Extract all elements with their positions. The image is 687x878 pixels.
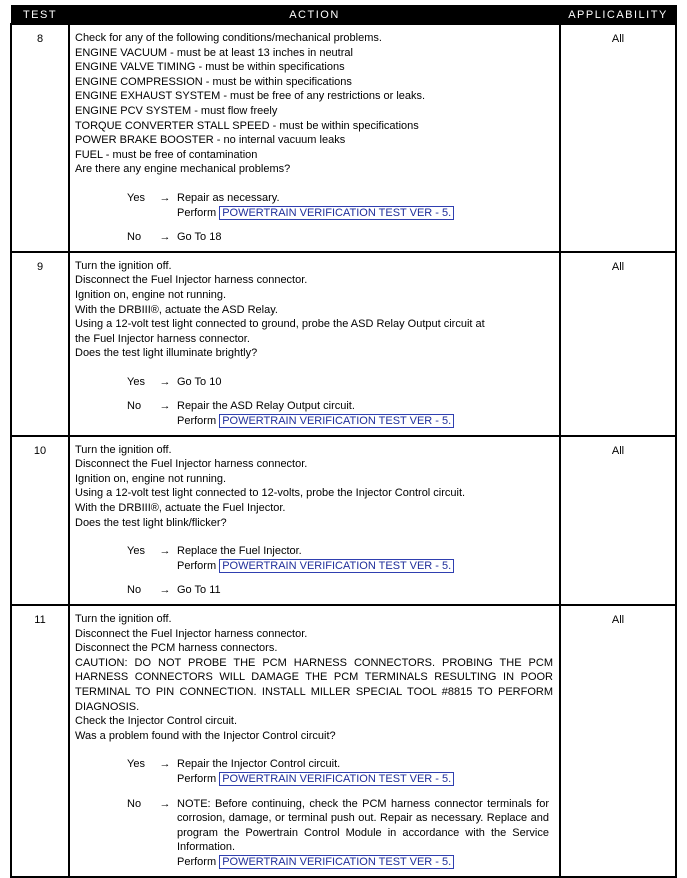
table-header-row <box>11 6 676 25</box>
response-yes <box>127 757 553 786</box>
instruction-line: Check the Injector Control circuit. <box>75 715 238 728</box>
instruction-line: POWER BRAKE BOOSTER - no internal vacuum leaks <box>75 134 346 147</box>
arrow-icon: → <box>159 231 171 244</box>
header-applicability: APPLICABILITY <box>560 6 676 25</box>
instruction-line: ENGINE PCV SYSTEM - must flow freely <box>75 104 278 117</box>
perform-label: Perform <box>177 855 217 868</box>
response-content <box>177 375 553 390</box>
response-no <box>127 230 553 245</box>
applicability-value: All <box>560 252 676 436</box>
response-key: No <box>127 400 142 413</box>
applicability-value: All <box>560 605 676 877</box>
instruction-line: Disconnect the Fuel Injector harness connector. <box>75 458 308 471</box>
instruction-line: Ignition on, engine not running. <box>75 472 227 485</box>
table-row <box>11 436 676 605</box>
response-text: Repair as necessary. <box>177 191 280 204</box>
instruction-line: Turn the ignition off. <box>75 613 172 625</box>
instruction-line: Ignition on, engine not running. <box>75 288 227 301</box>
action-cell <box>69 605 560 877</box>
instruction-line: With the DRBIII®, actuate the ASD Relay. <box>75 303 278 316</box>
perform-line <box>177 772 549 787</box>
spacer <box>75 787 553 797</box>
applicability-value: All <box>560 24 676 252</box>
instruction-line: Check for any of the following conditions/mechanical problems. <box>75 32 382 44</box>
arrow-icon: → <box>159 758 171 771</box>
response-key: Yes <box>127 191 145 204</box>
arrow-icon: → <box>159 375 171 388</box>
response-text: Replace the Fuel Injector. <box>177 545 302 558</box>
verification-test-link[interactable]: POWERTRAIN VERIFICATION TEST VER - 5. <box>219 559 454 573</box>
action-cell <box>69 436 560 605</box>
header-action: ACTION <box>69 6 560 25</box>
action-cell <box>69 252 560 436</box>
test-number: 9 <box>11 252 69 436</box>
header-test: TEST <box>11 6 69 25</box>
instruction-line: FUEL - must be free of contamination <box>75 148 258 161</box>
response-content <box>177 797 553 870</box>
perform-label: Perform <box>177 415 217 428</box>
instruction-line: Using a 12-volt test light connected to ground, probe the ASD Relay Output circuit at <box>75 318 485 331</box>
instruction-line: ENGINE EXHAUST SYSTEM - must be free of any restrictions or leaks. <box>75 90 426 103</box>
instruction-line: Disconnect the Fuel Injector harness connector. <box>75 627 308 640</box>
arrow-icon: → <box>159 400 171 413</box>
diagnostic-table <box>10 5 677 878</box>
perform-label: Perform <box>177 559 217 572</box>
response-content <box>177 757 553 786</box>
caution-text: CAUTION: DO NOT PROBE THE PCM HARNESS CONNECTORS. PROBING THE PCM HARNESS CONNECTORS WILL DAMAGE THE PCM TERMINALS RESULTING IN POOR TERMINAL TO PIN CONNECTION. INSTALL MILLER SPECIAL TOOL #8815 TO PERFORM DIAGNOSIS. <box>75 656 553 713</box>
response-no <box>127 399 553 428</box>
response-text: Go To 18 <box>177 231 222 244</box>
verification-test-link[interactable]: POWERTRAIN VERIFICATION TEST VER - 5. <box>219 206 454 220</box>
applicability-value: All <box>560 436 676 605</box>
spacer <box>75 220 553 230</box>
response-text: NOTE: Before continuing, check the PCM harness connector terminals for corrosion, damage, or terminal push out. Repair as necessary. Replace and program the Powertrain Control Module in accordance with the Service Information. <box>177 797 549 854</box>
spacer <box>75 361 553 375</box>
instruction-line: Turn the ignition off. <box>75 259 172 272</box>
instruction-line: ENGINE VALVE TIMING - must be within specifications <box>75 61 345 74</box>
table-row <box>11 24 676 252</box>
perform-line <box>177 206 549 221</box>
arrow-icon: → <box>159 797 171 810</box>
response-yes <box>127 544 553 573</box>
instruction-line: Turn the ignition off. <box>75 443 172 456</box>
response-text: Go To 11 <box>177 584 221 597</box>
response-no <box>127 797 553 870</box>
response-key: No <box>127 584 142 597</box>
verification-test-link[interactable]: POWERTRAIN VERIFICATION TEST VER - 5. <box>219 855 454 869</box>
perform-line <box>177 559 549 574</box>
perform-label: Perform <box>177 206 217 219</box>
arrow-icon: → <box>159 191 171 204</box>
spacer <box>75 743 553 757</box>
response-text: Repair the Injector Control circuit. <box>177 758 341 771</box>
response-key: Yes <box>127 375 145 388</box>
response-key: Yes <box>127 758 145 771</box>
perform-label: Perform <box>177 772 217 785</box>
response-key: No <box>127 797 142 810</box>
response-content <box>177 191 553 220</box>
response-yes <box>127 191 553 220</box>
instruction-line: Was a problem found with the Injector Control circuit? <box>75 729 336 742</box>
test-number: 10 <box>11 436 69 605</box>
spacer <box>75 389 553 399</box>
verification-test-link[interactable]: POWERTRAIN VERIFICATION TEST VER - 5. <box>219 772 454 786</box>
table-row <box>11 252 676 436</box>
instruction-line: the Fuel Injector harness connector. <box>75 332 250 345</box>
perform-line <box>177 414 549 429</box>
instruction-line: Disconnect the PCM harness connectors. <box>75 642 278 655</box>
response-key: Yes <box>127 545 145 558</box>
perform-line <box>177 855 549 870</box>
instruction-line: ENGINE VACUUM - must be at least 13 inches in neutral <box>75 46 353 59</box>
instruction-line: ENGINE COMPRESSION - must be within specifications <box>75 75 352 88</box>
instruction-line: Does the test light illuminate brightly? <box>75 347 258 360</box>
instruction-line: Does the test light blink/flicker? <box>75 516 227 529</box>
table-row <box>11 605 676 877</box>
response-no <box>127 583 553 598</box>
instruction-line: TORQUE CONVERTER STALL SPEED - must be within specifications <box>75 119 419 132</box>
response-content <box>177 230 553 245</box>
instruction-line: With the DRBIII®, actuate the Fuel Injector. <box>75 502 286 515</box>
action-cell <box>69 24 560 252</box>
response-content <box>177 399 553 428</box>
test-number: 8 <box>11 24 69 252</box>
spacer <box>75 530 553 544</box>
response-content <box>177 583 553 598</box>
response-yes <box>127 375 553 390</box>
diagnostic-test-page <box>10 5 675 878</box>
verification-test-link[interactable]: POWERTRAIN VERIFICATION TEST VER - 5. <box>219 414 454 428</box>
response-content <box>177 544 553 573</box>
response-key: No <box>127 231 142 244</box>
arrow-icon: → <box>159 545 171 558</box>
response-text: Repair the ASD Relay Output circuit. <box>177 400 355 413</box>
instruction-line: Disconnect the Fuel Injector harness connector. <box>75 274 308 287</box>
instruction-line: Are there any engine mechanical problems? <box>75 163 291 176</box>
spacer <box>75 573 553 583</box>
spacer <box>75 177 553 191</box>
test-number: 11 <box>11 605 69 877</box>
response-text: Go To 10 <box>177 375 222 388</box>
arrow-icon: → <box>159 584 171 597</box>
instruction-line: Using a 12-volt test light connected to 12-volts, probe the Injector Control circuit. <box>75 487 466 500</box>
